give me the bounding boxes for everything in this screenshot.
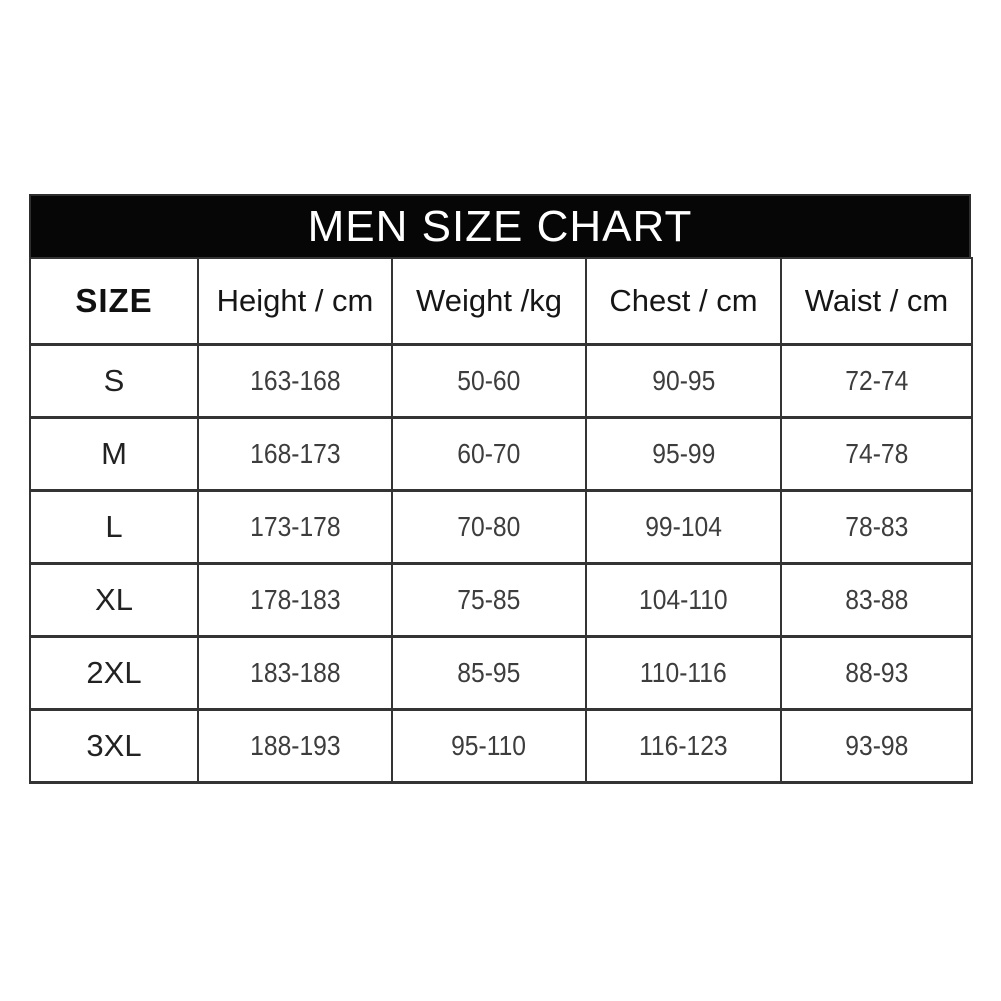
weight-cell: 75-85 [392, 564, 586, 637]
table-row-m [30, 418, 972, 491]
table-row-s [30, 345, 972, 418]
weight-cell: 50-60 [392, 345, 586, 418]
column-header-height: Height / cm [198, 258, 392, 345]
chest-cell: 90-95 [586, 345, 781, 418]
chest-cell: 95-99 [586, 418, 781, 491]
waist-cell: 78-83 [781, 491, 972, 564]
waist-cell: 88-93 [781, 637, 972, 710]
chest-cell: 110-116 [586, 637, 781, 710]
table-row-xl [30, 564, 972, 637]
size-cell: M [30, 418, 198, 491]
chest-cell: 116-123 [586, 710, 781, 783]
column-header-weight: Weight /kg [392, 258, 586, 345]
chest-cell: 99-104 [586, 491, 781, 564]
size-cell: L [30, 491, 198, 564]
weight-cell: 70-80 [392, 491, 586, 564]
waist-cell: 72-74 [781, 345, 972, 418]
chart-title: MEN SIZE CHART [307, 201, 693, 251]
table-row-3xl [30, 710, 972, 783]
men-size-chart [29, 194, 971, 784]
height-cell: 178-183 [198, 564, 392, 637]
height-cell: 168-173 [198, 418, 392, 491]
size-cell: 3XL [30, 710, 198, 783]
table-header-row [30, 258, 972, 345]
waist-cell: 74-78 [781, 418, 972, 491]
column-header-size: SIZE [30, 258, 198, 345]
waist-cell: 93-98 [781, 710, 972, 783]
size-chart-table [29, 257, 973, 784]
height-cell: 183-188 [198, 637, 392, 710]
size-cell: XL [30, 564, 198, 637]
size-cell: 2XL [30, 637, 198, 710]
weight-cell: 60-70 [392, 418, 586, 491]
table-row-2xl [30, 637, 972, 710]
size-cell: S [30, 345, 198, 418]
waist-cell: 83-88 [781, 564, 972, 637]
weight-cell: 85-95 [392, 637, 586, 710]
height-cell: 188-193 [198, 710, 392, 783]
weight-cell: 95-110 [392, 710, 586, 783]
table-row-l [30, 491, 972, 564]
height-cell: 163-168 [198, 345, 392, 418]
chest-cell: 104-110 [586, 564, 781, 637]
column-header-chest: Chest / cm [586, 258, 781, 345]
chart-title-bar [29, 194, 971, 257]
height-cell: 173-178 [198, 491, 392, 564]
column-header-waist: Waist / cm [781, 258, 972, 345]
